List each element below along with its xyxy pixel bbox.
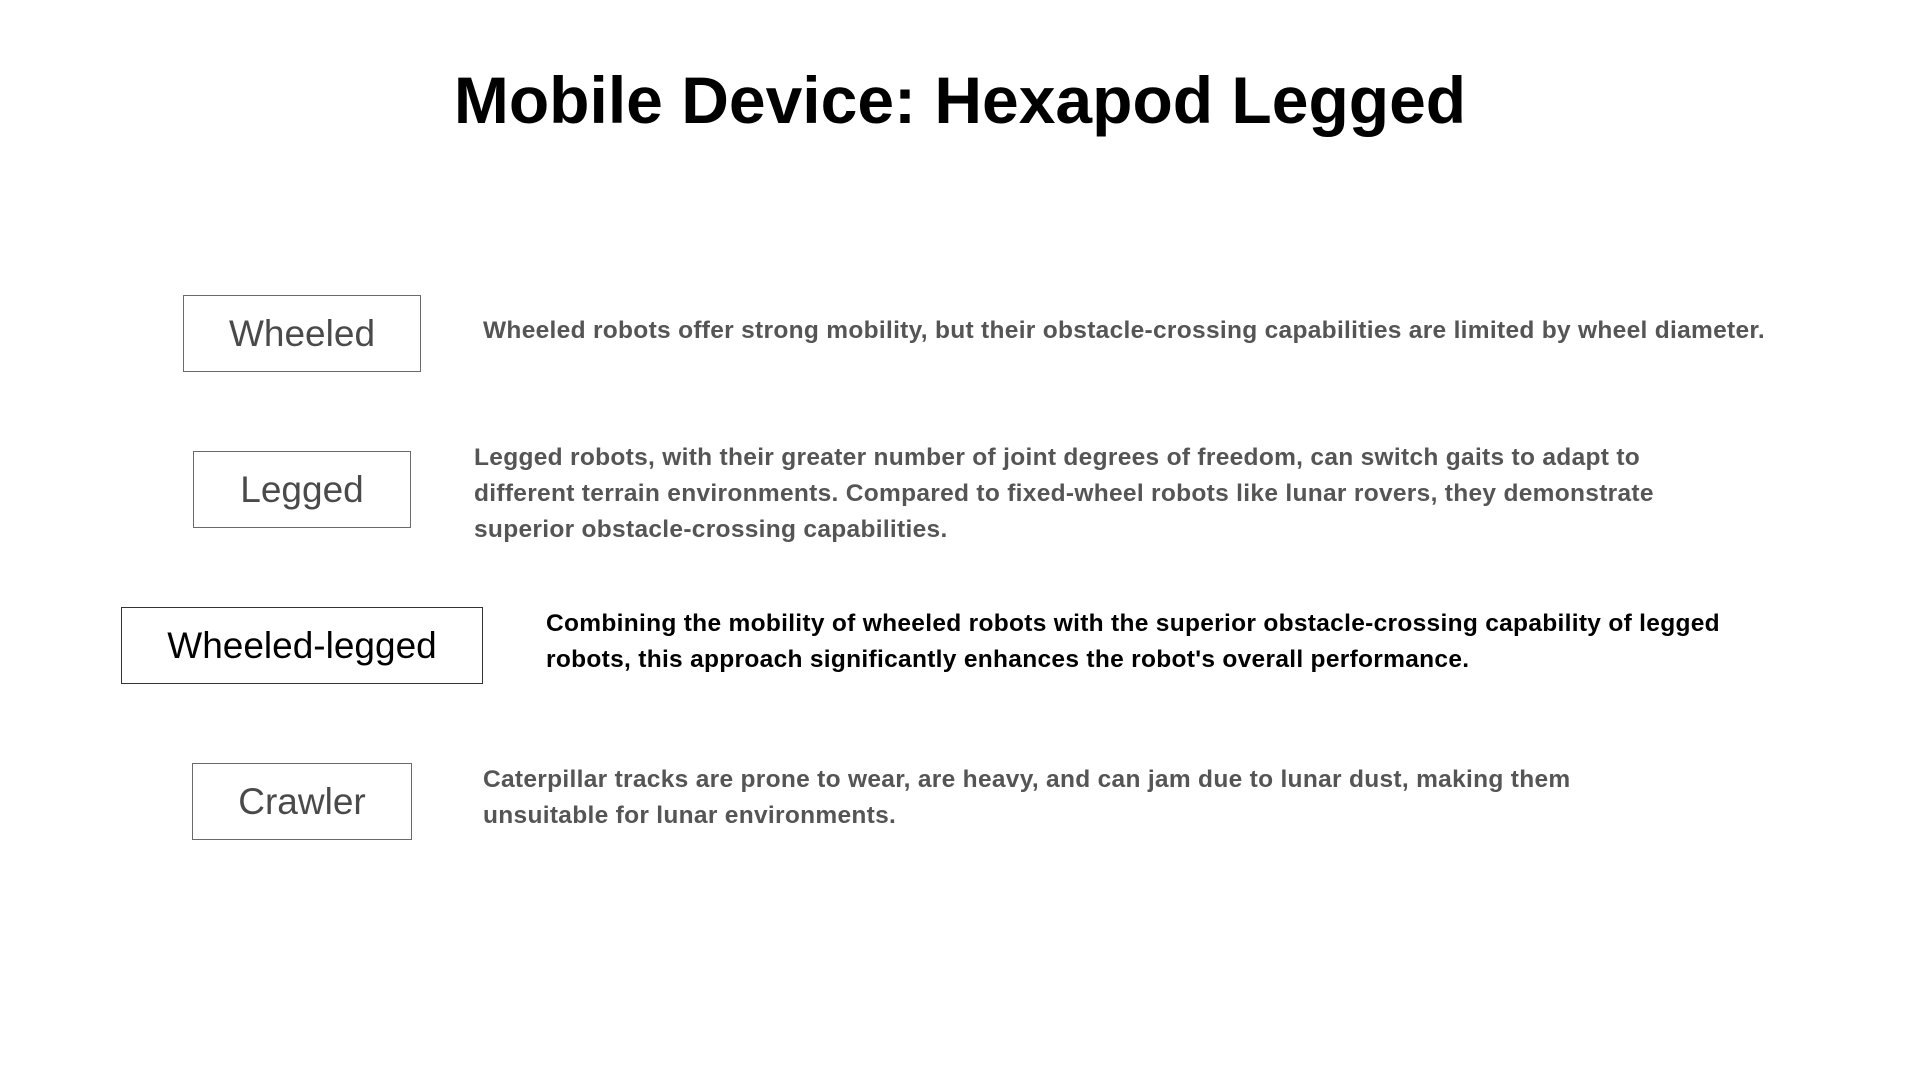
category-wheeled: Wheeled — [183, 295, 421, 372]
category-legged: Legged — [193, 451, 411, 528]
page-title: Mobile Device: Hexapod Legged — [453, 63, 1467, 137]
description-wheeled-legged: Combining the mobility of wheeled robots with the superior obstacle-crossing capability of legged robots, this approach significantly enhances the robot's overall performance. — [546, 610, 1720, 673]
description-legged: Legged robots, with their greater number of joint degrees of freedom, can switch gaits to adapt to different terrain environments. Compared to fixed-wheel robots like lunar rovers, they demonstrate superior obstacle-crossing capabilities. — [474, 444, 1654, 543]
category-wheeled-legged: Wheeled-legged — [121, 607, 483, 684]
description-crawler: Caterpillar tracks are prone to wear, are heavy, and can jam due to lunar dust, making them unsuitable for lunar environments. — [483, 766, 1571, 829]
description-wheeled: Wheeled robots offer strong mobility, but their obstacle-crossing capabilities are limited by wheel diameter. — [483, 317, 1766, 344]
category-crawler: Crawler — [192, 763, 412, 840]
